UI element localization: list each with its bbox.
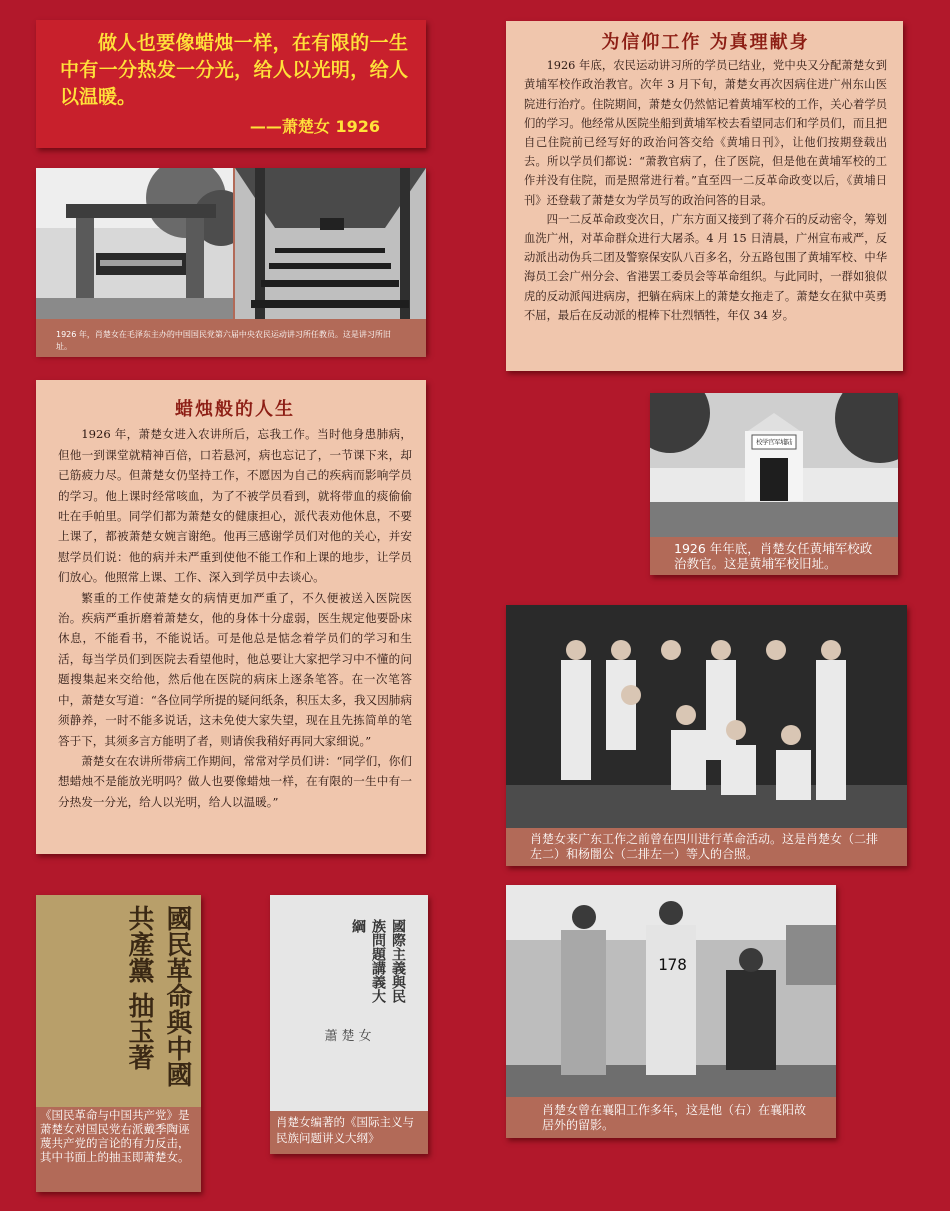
book-caption: 肖楚女编著的《国际主义与民族问题讲义大纲》 bbox=[270, 1111, 428, 1154]
book-cover-photo bbox=[270, 895, 428, 1111]
quote-signature: ——萧楚女 1926 bbox=[249, 117, 380, 136]
institute-gate-photo bbox=[36, 168, 233, 319]
xiangyang-panel bbox=[506, 885, 836, 1138]
xiangyang-caption: 肖楚女曾在襄阳工作多年，这是他（右）在襄阳故居外的留影。 bbox=[506, 1099, 836, 1138]
book-panel bbox=[270, 895, 428, 1154]
whampoa-photo-panel bbox=[650, 393, 898, 575]
article-faith bbox=[506, 21, 903, 371]
group-photo-panel bbox=[506, 605, 907, 866]
quote-text: 做人也要像蜡烛一样，在有限的一生中有一分热发一分光，给人以光明，给人以温暖。 bbox=[60, 32, 408, 108]
whampoa-gate-photo bbox=[650, 393, 898, 537]
book-cover-author: 蕭楚女 bbox=[324, 1029, 376, 1044]
institute-classroom-photo bbox=[235, 168, 426, 319]
xiangyang-photo-number: 178 bbox=[658, 955, 687, 974]
manuscript-calligraphy: 國民革命與中國共產黨 抽玉著 bbox=[124, 905, 192, 1087]
manuscript-photo bbox=[36, 895, 201, 1107]
manuscript-caption: 《国民革命与中国共产党》是萧楚女对国民党右派戴季陶诬蔑共产党的言论的有力反击，其中书面上的抽玉即萧楚女。 bbox=[36, 1107, 201, 1192]
article-candle-paragraph: 1926 年，萧楚女进入农讲所后，忘我工作。当时他身患肺病，但他一到课堂就精神百倍，口若悬河，病也忘记了，一节课下来，却已筋疲力尽。但萧楚女仍坚持工作，不愿因为自己的疾病而影响学员的学习。他上课时经常咳血，为了不被学员看到，就将带血的痰偷偷吐在手帕里。同学们都为萧楚女的健康担心，派代表劝他休息，不要上课了，都被萧楚女婉言谢绝。他再三感谢学员们对他的关心，并安慰学员们说：他的病并未严重到使他不能工作和上课的地步，让学员们放心。他照常上课、工作、深入到学员中去谈心。 bbox=[58, 427, 412, 585]
group-photo bbox=[506, 605, 907, 828]
xiangyang-photo bbox=[506, 885, 836, 1097]
book-cover-title: 國際主義與民族問題講義大綱 bbox=[350, 919, 406, 1003]
article-candle-paragraph: 萧楚女在农讲所带病工作期间，常常对学员们讲：“同学们，你们想蜡烛不是能放光明吗？做人也要像蜡烛一样，在有限的一生中有一分热发一分光，给人以光明，给人以温暖。” bbox=[58, 753, 412, 809]
article-candle-paragraph: 繁重的工作使萧楚女的病情更加严重了，不久便被送入医院医治。疾病严重折磨着萧楚女，他的身体十分虚弱，医生规定他要卧床休息，不能看书，不能说话。可是他总是惦念着学员们的学习和生活，每当学员们到医院去看望他时，他总要让大家把学习中不懂的问题搜集起来交给他，然后他在医院的病床上逐条笔答。在一次笔答中，萧楚女写道：“各位同学所提的疑问纸条，积压太多，我又因肺病须静养，一时不能多说话，这未免使大家失望，现在且先拣简单的笔答于下，其须多言方能明了者，则请俟我稍好再同大家细说。” bbox=[58, 590, 412, 748]
article-faith-paragraph: 四一二反革命政变次日，广东方面又接到了蒋介石的反动密令，筹划血洗广州，对革命群众进行大屠杀。4 月 15 日清晨，广州宣布戒严，反动派出动伪兵二团及警察保安队八百多名，分五路包围了黄埔军校、中华海员工会广州分会、省港罢工委员会等革命组织。与此同时，一群如狼似虎的反动派闯进病房，把躺在病床上的萧楚女拖走了。萧楚女在狱中英勇不屈，最后在反动派的棍棒下壮烈牺牲，年仅 34 岁。 bbox=[524, 212, 887, 322]
whampoa-gate-sign: 校学官军埔陆 bbox=[756, 438, 792, 446]
institute-photo-caption: 1926 年，肖楚女在毛泽东主办的中国国民党第六届中央农民运动讲习所任教员。这是讲习所旧址。 bbox=[36, 325, 426, 357]
institute-photo-panel bbox=[36, 168, 426, 354]
article-faith-paragraph: 1926 年底，农民运动讲习所的学员已结业，党中央又分配萧楚女到黄埔军校作政治教官。次年 3 月下旬，萧楚女再次因病住进广州东山医院进行治疗。住院期间，萧楚女仍然惦记着黄埔军校的工作，关心着学员们的学习。他经常从医院坐船到黄埔军校去看望同志们和学员们，而且把自己住院前已经写好的政治问答交给《黄埔日刊》，让他们按期登载出去。所以学员们都说：“萧教官病了，住了医院，但是他在黄埔军校的工作并没有住院，而是照常进行着。”直至四一二反革命政变以后，《黄埔日刊》还登载了萧楚女为学员写的政治问答的目录。 bbox=[524, 59, 887, 207]
article-faith-title: 为信仰工作 为真理献身 bbox=[601, 32, 810, 53]
manuscript-panel bbox=[36, 895, 201, 1192]
group-photo-caption: 肖楚女来广东工作之前曾在四川进行革命活动。这是肖楚女（二排左二）和杨闇公（二排左一）等人的合照。 bbox=[506, 830, 907, 866]
quote-box bbox=[36, 20, 426, 148]
article-candle bbox=[36, 380, 426, 854]
article-candle-title: 蜡烛般的人生 bbox=[175, 399, 295, 420]
whampoa-photo-caption: 1926 年年底，肖楚女任黄埔军校政治教官。这是黄埔军校旧址。 bbox=[650, 539, 898, 575]
